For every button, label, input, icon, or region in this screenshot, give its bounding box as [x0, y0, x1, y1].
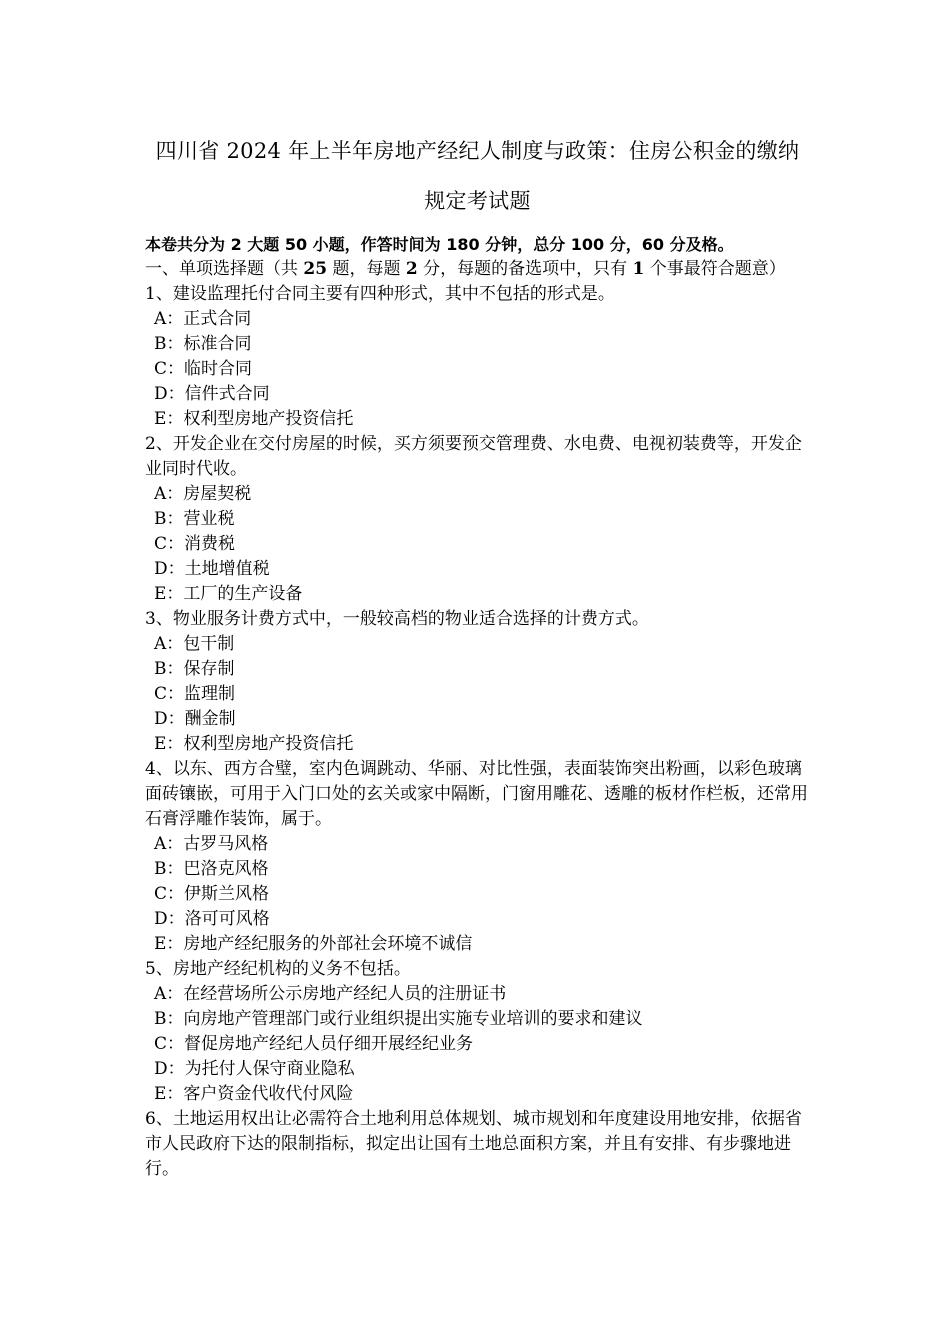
question-stem: 2、开发企业在交付房屋的时候，买方须要预交管理费、水电费、电视初装费等，开发企业同时代收。: [145, 434, 802, 479]
question-item: [145, 607, 810, 757]
answer-option: B：营业税: [154, 509, 235, 529]
question-stem: 4、以东、西方合璧，室内色调跳动、华丽、对比性强，表面装饰突出粉画，以彩色玻璃面砖镶嵌，可用于入门口处的玄关或家中隔断，门窗用雕花、透雕的板材作栏板，还常用石膏浮雕作装饰，属于。: [145, 759, 808, 829]
document-title-line1: 四川省 2024 年上半年房地产经纪人制度与政策：住房公积金的缴纳: [155, 139, 800, 163]
question-stem: 3、物业服务计费方式中，一般较高档的物业适合选择的计费方式。: [145, 609, 649, 629]
answer-option: B：保存制: [154, 659, 235, 679]
answer-option: A：包干制: [154, 634, 235, 654]
question-item: [145, 282, 810, 432]
answer-option: C：监理制: [154, 684, 236, 704]
question-stem: 6、土地运用权出让必需符合土地利用总体规划、城市规划和年度建设用地安排，依据省市人民政府下达的限制指标，拟定出让国有土地总面积方案，并且有安排、有步骤地进行。: [145, 1109, 802, 1179]
answer-option: E：房地产经纪服务的外部社会环境不诚信: [154, 934, 473, 954]
answer-option: D：酬金制: [154, 709, 236, 729]
answer-option: B：向房地产管理部门或行业组织提出实施专业培训的要求和建议: [154, 1009, 643, 1029]
question-item: [145, 757, 810, 957]
document-title-line2: 规定考试题: [424, 189, 531, 213]
answer-option: C：伊斯兰风格: [154, 884, 270, 904]
question-stem: 1、建设监理托付合同主要有四种形式，其中不包括的形式是。: [145, 284, 615, 304]
section-question-count: 25: [303, 259, 328, 279]
answer-option: C：临时合同: [154, 359, 253, 379]
answer-option: D：为托付人保守商业隐私: [154, 1059, 355, 1079]
answer-option: C：消费税: [154, 534, 236, 554]
answer-option: E：权利型房地产投资信托: [154, 734, 354, 754]
answer-option: D：土地增值税: [154, 559, 270, 579]
answer-option: B：标准合同: [154, 334, 252, 354]
question-item: [145, 1107, 810, 1182]
answer-option: C：督促房地产经纪人员仔细开展经纪业务: [154, 1034, 474, 1054]
question-stem: 5、房地产经纪机构的义务不包括。: [145, 959, 411, 979]
question-item: [145, 957, 810, 1107]
question-item: [145, 432, 810, 607]
answer-option: E：客户资金代收代付风险: [154, 1084, 354, 1104]
answer-option: A：房屋契税: [154, 484, 252, 504]
section-heading: [145, 257, 810, 282]
answer-option: A：正式合同: [154, 309, 252, 329]
answer-option: E：权利型房地产投资信托: [154, 409, 354, 429]
section-heading-prefix: 一、单项选择题（共: [145, 259, 304, 279]
section-points: 2: [405, 259, 418, 279]
exam-body: [145, 257, 810, 1182]
answer-option: B：巴洛克风格: [154, 859, 269, 879]
answer-option: A：古罗马风格: [154, 834, 269, 854]
answer-option: D：洛可可风格: [154, 909, 270, 929]
document-page: [145, 132, 810, 1182]
answer-option: A：在经营场所公示房地产经纪人员的注册证书: [154, 984, 507, 1004]
section-heading-text: 分，每题的备选项中，只有: [417, 259, 633, 279]
answer-option: E：工厂的生产设备: [154, 584, 303, 604]
answer-option: D：信件式合同: [154, 384, 270, 404]
section-heading-suffix: 个事最符合题意）: [644, 259, 786, 279]
question-list: [145, 282, 810, 1182]
section-heading-text: 题，每题: [327, 259, 406, 279]
section-one: 1: [632, 259, 645, 279]
exam-intro: 本卷共分为 2 大题 50 小题，作答时间为 180 分钟，总分 100 分，60 分及格。: [145, 235, 734, 254]
